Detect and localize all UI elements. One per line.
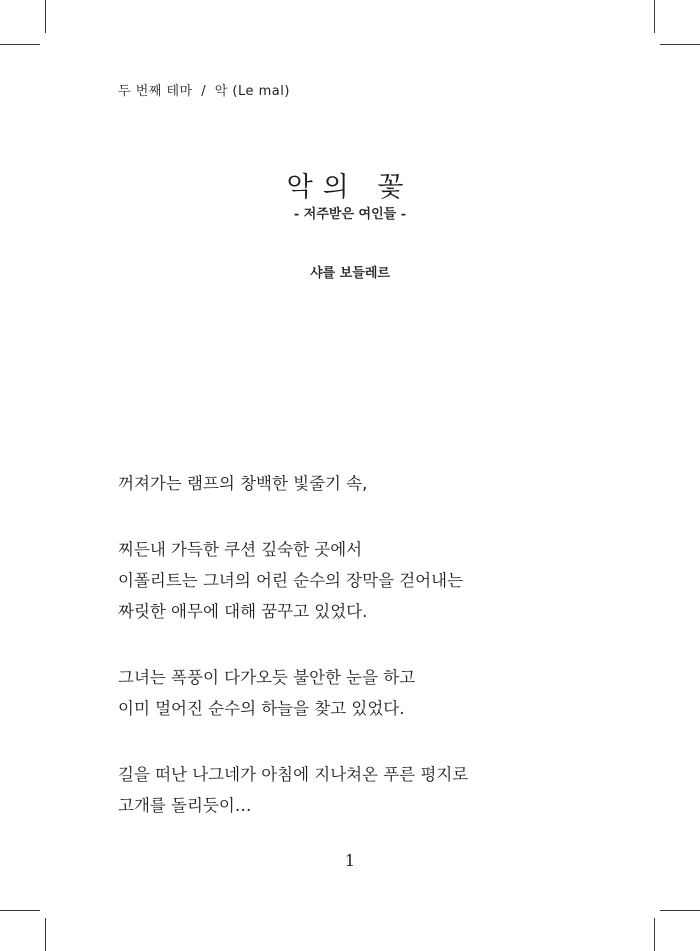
crop-mark-top-left xyxy=(45,0,46,33)
poem-line: 짜릿한 애무에 대해 꿈꾸고 있었다. xyxy=(118,602,368,621)
header-separator: / xyxy=(201,84,207,99)
poem-body xyxy=(118,468,598,856)
crop-mark-bottom-left-h xyxy=(0,910,40,911)
crop-mark-bottom-right-h xyxy=(660,910,700,911)
poem-title: 악의 꽃 xyxy=(286,172,414,203)
poem-line: 그녀는 폭풍이 다가오듯 불안한 눈을 하고 xyxy=(118,668,416,687)
poem-line: 고개를 돌리듯이… xyxy=(118,796,252,815)
stanza xyxy=(118,534,598,627)
stanza xyxy=(118,662,598,724)
poem-line: 길을 떠난 나그네가 아침에 지나쳐온 푸른 평지로 xyxy=(118,765,469,784)
crop-mark-top-right-h xyxy=(660,44,700,45)
crop-mark-top-left-h xyxy=(0,44,40,45)
running-header xyxy=(118,80,290,99)
header-subsection: 악 (Le mal) xyxy=(214,84,290,99)
poem-line: 이미 멀어진 순수의 하늘을 찾고 있었다. xyxy=(118,699,405,718)
crop-mark-bottom-right xyxy=(654,918,655,951)
poem-line: 이폴리트는 그녀의 어린 순수의 장막을 걷어내는 xyxy=(118,571,464,590)
page-number: 1 xyxy=(344,851,356,870)
poem-line: 찌든내 가득한 쿠션 깊숙한 곳에서 xyxy=(118,540,363,559)
crop-mark-top-right xyxy=(654,0,655,33)
stanza xyxy=(118,759,598,821)
crop-mark-bottom-left xyxy=(45,918,46,951)
author-name: 샤를 보들레르 xyxy=(310,266,390,281)
poem-line: 꺼져가는 램프의 창백한 빛줄기 속, xyxy=(118,474,368,493)
stanza xyxy=(118,468,598,499)
poem-subtitle: - 저주받은 여인들 - xyxy=(293,207,407,222)
header-section: 두 번째 테마 xyxy=(118,84,193,99)
